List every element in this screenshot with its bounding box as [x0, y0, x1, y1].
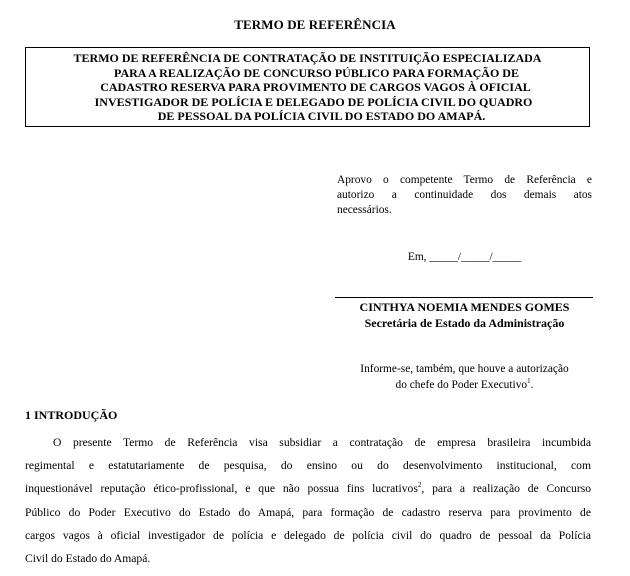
- section-heading: 1 INTRODUÇÃO: [25, 408, 118, 422]
- box-title-line: CADASTRO RESERVA PARA PROVIMENTO DE CARGOS VAGOS À OFICIAL: [100, 80, 531, 95]
- inform-line: Informe-se, também, que houve a autorização: [360, 363, 569, 375]
- box-title-line: TERMO DE REFERÊNCIA DE CONTRATAÇÃO DE INSTITUIÇÃO ESPECIALIZADA: [73, 51, 542, 65]
- paragraph-line: cargos vagos à oficial investigador de polícia e delegado de polícia civil do quadro de pessoal da Polícia: [25, 528, 591, 542]
- inform-line-2: do chefe do Poder Executivo$^1$.: [395, 377, 534, 391]
- date-line: Em, _____/_____/_____: [407, 251, 522, 263]
- paragraph-line: regimental e estatutariamente de pesquisa, do ensino ou do desenvolvimento institucional, com: [25, 459, 591, 473]
- inform-note: [337, 361, 592, 393]
- box-title-line: DE PESSOAL DA POLÍCIA CIVIL DO ESTADO DO AMAPÁ.: [157, 109, 486, 124]
- approval-line: autorizo a continuidade dos demais atos: [337, 189, 592, 201]
- signature-rule: [335, 297, 593, 298]
- paragraph-line-part: , para a realização de Concurso: [421, 482, 591, 496]
- intro-paragraph: [25, 431, 591, 570]
- approval-text: [337, 173, 592, 218]
- title-box: [25, 47, 590, 127]
- paragraph-line: O presente Termo de Referência visa subsidiar a contratação de empresa brasileira incumbida: [53, 436, 591, 449]
- footnote-ref-1[interactable]: 1: [527, 377, 531, 386]
- paragraph-line: [25, 477, 591, 500]
- paragraph-line-part: inquestionável reputação ético-profissional, e que não possua fins lucrativos: [25, 482, 418, 496]
- approval-line: Aprovo o competente Termo de Referência e: [337, 174, 592, 186]
- inform-line-text: do chefe do Poder Executivo: [395, 379, 528, 391]
- document-title: TERMO DE REFERÊNCIA: [234, 17, 396, 32]
- box-title-line: INVESTIGADOR DE POLÍCIA E DELEGADO DE POLÍCIA CIVIL DO QUADRO: [94, 94, 533, 109]
- approval-line: necessários.: [337, 204, 392, 216]
- paragraph-line: Público do Poder Executivo do Estado do Amapá, para formação de cadastro reserva para provimento de: [25, 505, 591, 519]
- footnote-ref-2[interactable]: 2: [417, 481, 422, 490]
- signatory-name: CINTHYA NOEMIA MENDES GOMES: [359, 300, 570, 314]
- signatory-role: Secretária de Estado da Administração: [364, 316, 565, 330]
- paragraph-line: Civil do Estado do Amapá.: [25, 552, 151, 566]
- box-title-line: PARA A REALIZAÇÃO DE CONCURSO PÚBLICO PARA FORMAÇÃO DE: [114, 65, 519, 80]
